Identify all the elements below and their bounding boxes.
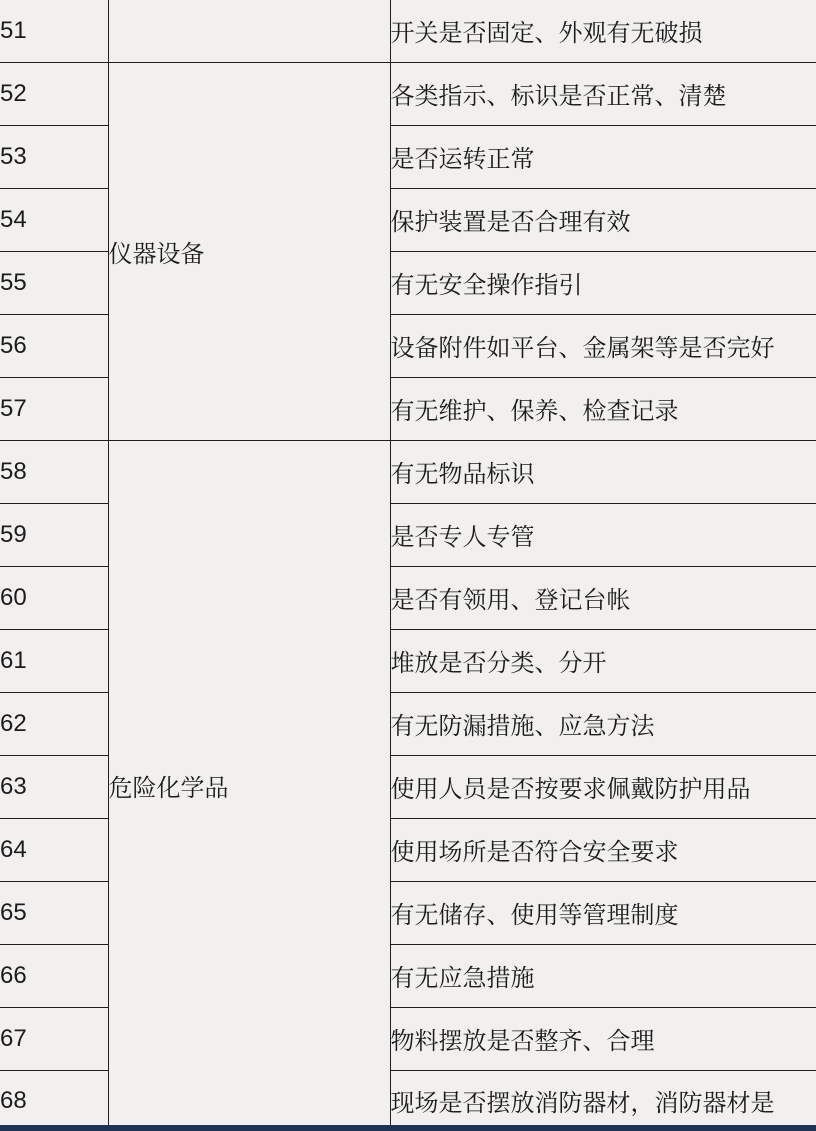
item-cell: 有无安全操作指引	[390, 251, 816, 314]
table-row	[0, 0, 816, 62]
row-number-cell: 60	[0, 566, 108, 629]
row-number-cell: 57	[0, 377, 108, 440]
row-number-cell: 53	[0, 125, 108, 188]
row-number-cell: 67	[0, 1007, 108, 1070]
item-cell: 堆放是否分类、分开	[390, 629, 816, 692]
table-row	[0, 62, 816, 125]
category-cell	[108, 0, 390, 62]
row-number-cell: 62	[0, 692, 108, 755]
row-number-cell: 63	[0, 755, 108, 818]
item-cell: 各类指示、标识是否正常、清楚	[390, 62, 816, 125]
item-cell: 有无储存、使用等管理制度	[390, 881, 816, 944]
item-cell: 有无维护、保养、检查记录	[390, 377, 816, 440]
item-cell: 物料摆放是否整齐、合理	[390, 1007, 816, 1070]
row-number-cell: 51	[0, 0, 108, 62]
item-cell: 设备附件如平台、金属架等是否完好	[390, 314, 816, 377]
row-number-cell: 59	[0, 503, 108, 566]
item-cell: 是否有领用、登记台帐	[390, 566, 816, 629]
item-cell: 现场是否摆放消防器材，消防器材是	[390, 1070, 816, 1131]
item-cell: 是否运转正常	[390, 125, 816, 188]
item-cell: 有无防漏措施、应急方法	[390, 692, 816, 755]
item-cell: 开关是否固定、外观有无破损	[390, 0, 816, 62]
item-cell: 保护装置是否合理有效	[390, 188, 816, 251]
item-cell: 有无物品标识	[390, 440, 816, 503]
row-number-cell: 56	[0, 314, 108, 377]
category-cell: 危险化学品	[108, 440, 390, 1131]
row-number-cell: 55	[0, 251, 108, 314]
row-number-cell: 52	[0, 62, 108, 125]
row-number-cell: 54	[0, 188, 108, 251]
row-number-cell: 68	[0, 1070, 108, 1131]
item-cell: 有无应急措施	[390, 944, 816, 1007]
category-cell: 仪器设备	[108, 62, 390, 440]
row-number-cell: 66	[0, 944, 108, 1007]
row-number-cell: 65	[0, 881, 108, 944]
item-cell: 使用场所是否符合安全要求	[390, 818, 816, 881]
table-row	[0, 440, 816, 503]
row-number-cell: 58	[0, 440, 108, 503]
bottom-dark-bar	[0, 1125, 816, 1131]
item-cell: 使用人员是否按要求佩戴防护用品	[390, 755, 816, 818]
item-cell: 是否专人专管	[390, 503, 816, 566]
row-number-cell: 61	[0, 629, 108, 692]
row-number-cell: 64	[0, 818, 108, 881]
